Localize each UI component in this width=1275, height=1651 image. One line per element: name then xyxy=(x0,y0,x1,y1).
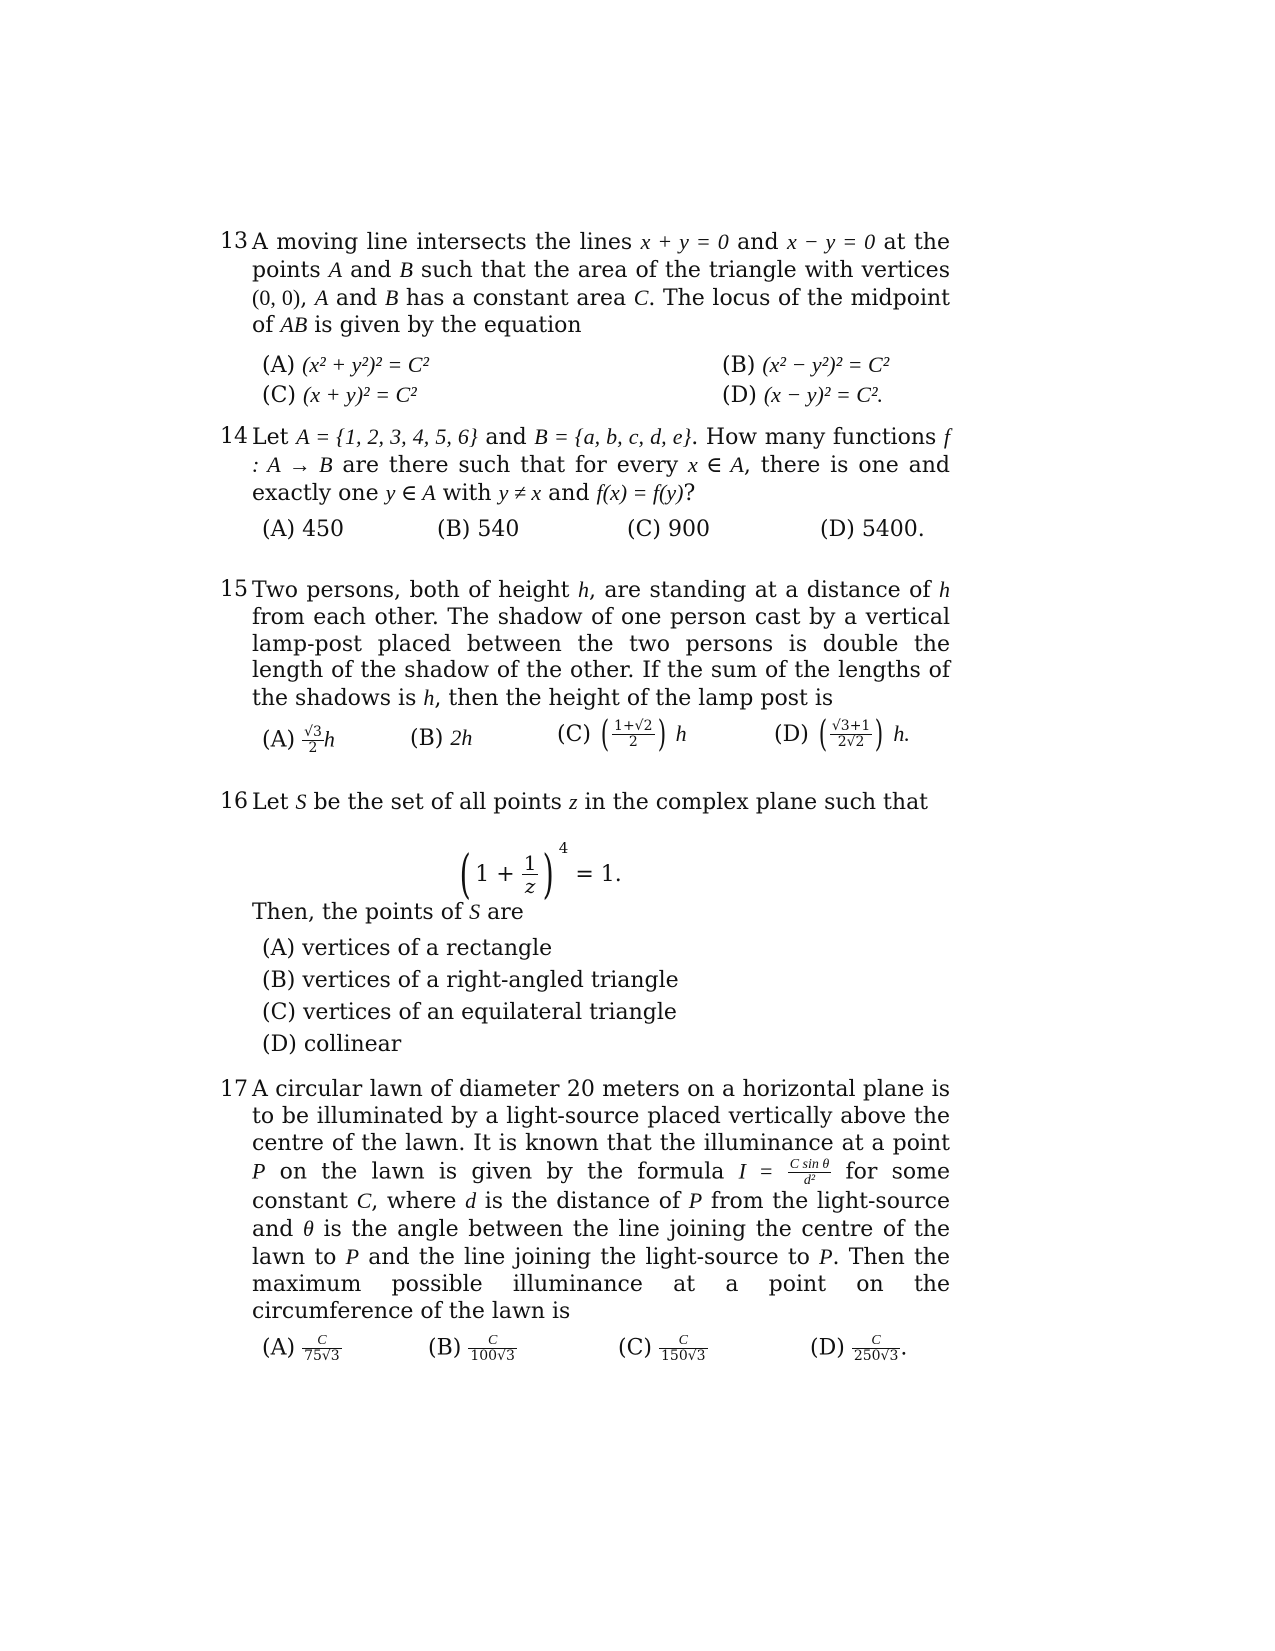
option-a: (A) 450 xyxy=(262,517,345,543)
option-c: (C) $\frac{C}{150√3}$ xyxy=(618,1333,706,1365)
option-d: (D) ( $\frac{√3+1}{2√2}$ ) h. xyxy=(774,713,910,755)
option-b: (B) 2h xyxy=(410,724,473,751)
question-text: A circular lawn of diameter 20 meters on a horizontal plane is to be illuminated by a light-source placed vertically above the centre of the lawn. It is known that the illuminance at a point P on the lawn is given by the formula I = $\frac{\text{C sin θ}}{\text{d²}}$ for some constant C, where d is the distance of P from the light-source and θ is the angle between the line joining the centre of the lawn to P and the line joining the light-source to P. Then the maximum possible illuminance at a point on the circumference of the lawn is xyxy=(252,1077,950,1324)
options-list xyxy=(262,933,950,1061)
options-row xyxy=(262,382,950,410)
question-text: A moving line intersects the lines x + y = 0 and x − y = 0 at the points A and B such that the area of the triangle with vertices (0, 0), A and B has a constant area C. The locus of the midpoint of AB is given by the equation xyxy=(252,229,950,339)
question-17 xyxy=(220,1077,950,1373)
option-c: (C) ( $\frac{1+√2}{2}$ ) h xyxy=(557,713,687,755)
option-b: (B) 540 xyxy=(437,517,520,543)
question-15 xyxy=(220,577,950,763)
option-d: (D) $\frac{C}{250√3}$ . xyxy=(810,1333,908,1365)
question-16 xyxy=(220,789,950,1061)
option-c: (C) 900 xyxy=(627,517,710,543)
question-number: 15 xyxy=(220,577,248,602)
option-a: (A) $\frac{C}{75√3}$ xyxy=(262,1333,340,1365)
option-d: (D) collinear xyxy=(262,1031,402,1057)
display-equation: ( 1 + $\frac{1}{z}$ ) $^4$ = 1. xyxy=(459,838,622,905)
question-14 xyxy=(220,424,950,545)
option-b: (B) vertices of a right-angled triangle xyxy=(262,967,679,993)
question-number: 14 xyxy=(220,424,248,449)
question-13 xyxy=(220,229,950,410)
options-row xyxy=(262,713,950,763)
option-a: (A) $\frac{√3}{2}$ h xyxy=(262,723,335,756)
options-row xyxy=(262,1333,950,1373)
option-c: (C) vertices of an equilateral triangle xyxy=(262,999,677,1025)
option-a: (A) (x² + y²)² = C² xyxy=(262,352,429,379)
question-text: Let S be the set of all points z in the complex plane such that xyxy=(252,789,929,815)
options-row xyxy=(262,517,950,545)
option-d: (D) (x − y)² = C². xyxy=(722,382,884,409)
option-c: (C) (x + y)² = C² xyxy=(262,382,417,409)
question-text: Let A = {1, 2, 3, 4, 5, 6} and B = {a, b, c, d, e}. How many functions f : A → B are there such that for every x ∈ A, there is one and exactly one y ∈ A with y ≠ x and f(x) = f(y)? xyxy=(252,424,950,506)
question-text-continued: Then, the points of S are xyxy=(252,898,524,925)
option-d: (D) 5400. xyxy=(820,517,925,543)
question-number: 17 xyxy=(220,1077,248,1102)
option-a: (A) vertices of a rectangle xyxy=(262,935,553,961)
question-number: 16 xyxy=(220,789,248,814)
options-row xyxy=(262,352,950,380)
option-b: (B) (x² − y²)² = C² xyxy=(722,352,890,379)
question-text: Two persons, both of height h, are standing at a distance of h from each other. The shadow of one person cast by a vertical lamp-post placed between the two persons is double the length of the shadow of the other. If the sum of the lengths of the shadows is h, then the height of the lamp post is xyxy=(252,577,950,712)
question-number: 13 xyxy=(220,229,248,254)
option-b: (B) $\frac{C}{100√3}$ xyxy=(428,1333,515,1365)
